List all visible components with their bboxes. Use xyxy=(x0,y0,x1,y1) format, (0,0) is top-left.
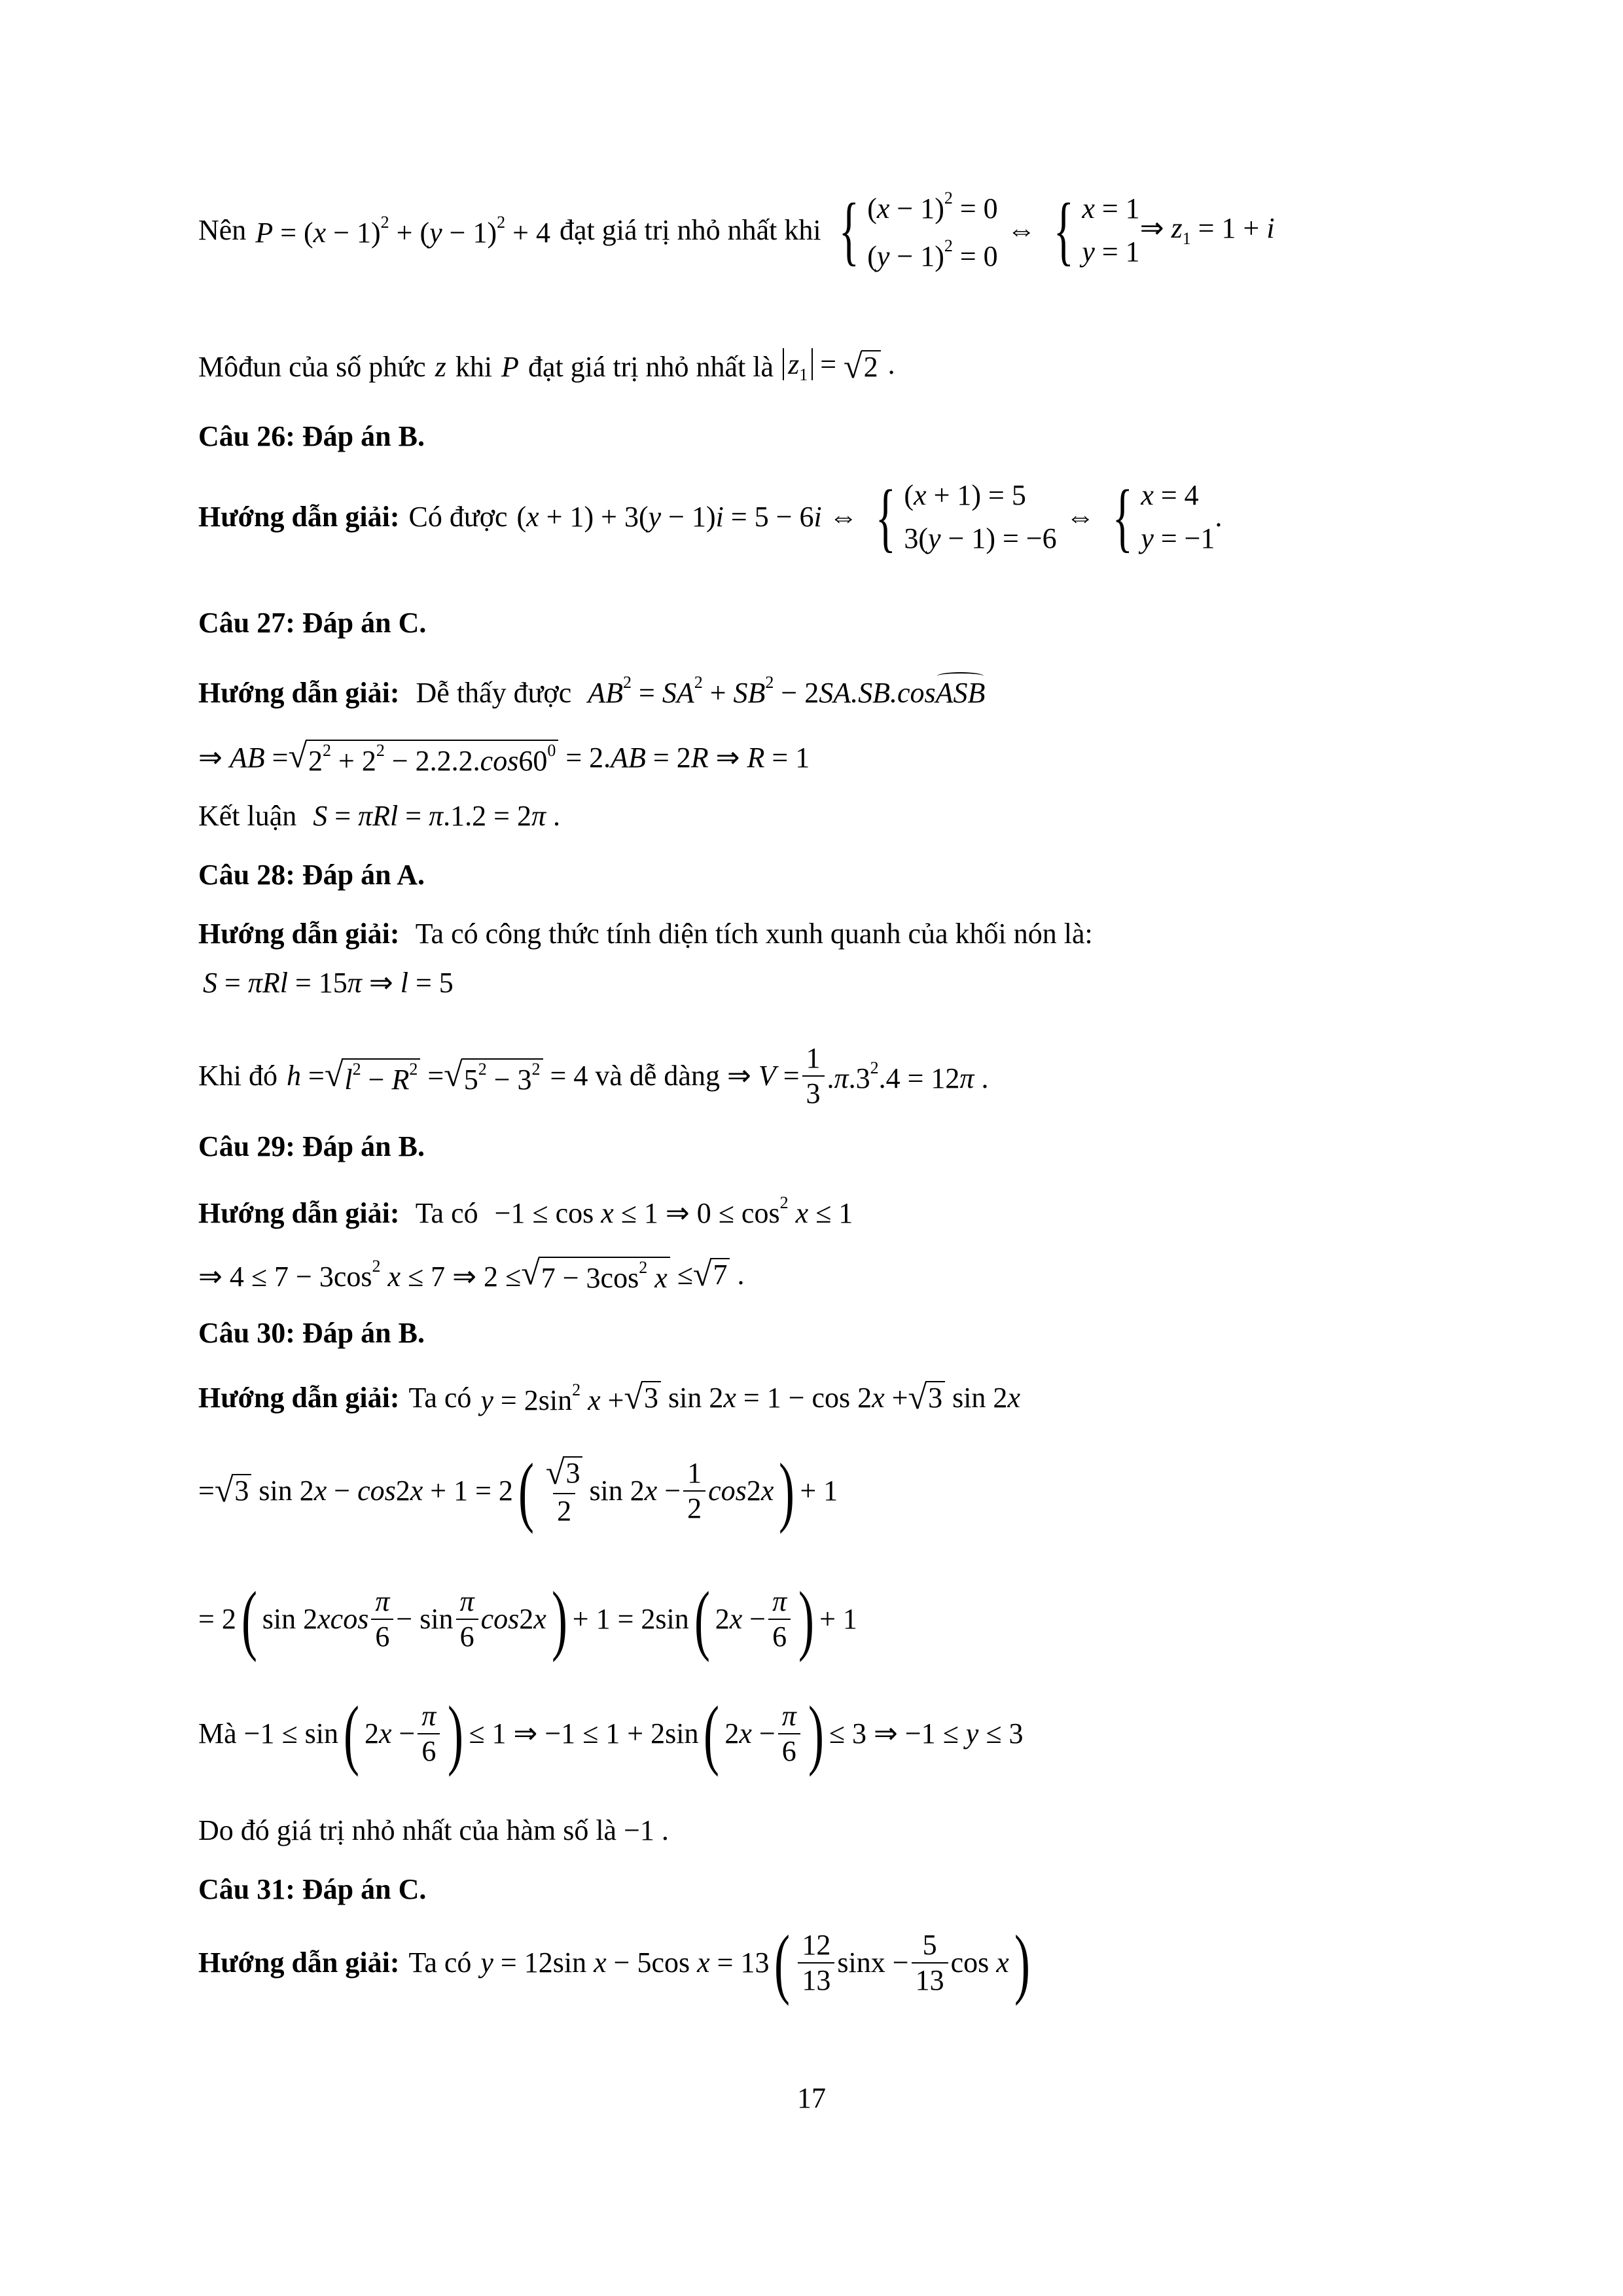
text-q31: Ta có xyxy=(408,1946,472,1979)
heading-q29: Câu 29: Đáp án B. xyxy=(198,1130,425,1162)
formula-q30-d: Mà −1 ≤ sin ( 2x − $\frac{\pi}{6}$ ) ≤ 1 ⇒ −1 ≤ 1 + 2sin ( 2x − $\frac{\pi}{6}$ ) ≤ 3 ⇒ −1 ≤ y ≤ 3 xyxy=(198,1690,1024,1777)
text-when: Khi đó xyxy=(198,1060,277,1092)
text-conclusion-q30: Do đó giá trị nhỏ nhất của hàm số là xyxy=(198,1814,617,1846)
formula-q29-a: −1 ≤ cos x ≤ 1 ⇒ $0 \le \cos^2 x \le 1$ xyxy=(494,1193,853,1229)
text-q29: Ta có xyxy=(415,1197,478,1229)
label-guide: Hướng dẫn giải: xyxy=(198,501,400,533)
text-nen: Nên xyxy=(198,214,247,246)
solution-q27 xyxy=(198,674,985,708)
label-guide: Hướng dẫn giải: xyxy=(198,677,400,709)
formula-q27: $AB^2 = SA^2 + SB^2$ − 2SA.SB.cosASB xyxy=(588,673,986,709)
heading-q28: Câu 28: Đáp án A. xyxy=(198,859,425,891)
text-q26: Có được xyxy=(408,501,508,533)
text-conclusion: Kết luận xyxy=(198,800,297,832)
solution-q26: Hướng dẫn giải: Có được (x + 1) + 3(y − 1)i = 5 − 6i ⇔ { (x + 1) = 5 3(y − 1) = −6 ⇔ { x = 4 y = −1 . xyxy=(198,473,1222,560)
text-modulus: Môđun của số phức xyxy=(198,351,426,383)
system-q26-b: { x = 4 y = −1 xyxy=(1112,473,1215,560)
text-khi: khi xyxy=(455,351,493,383)
heading-q30: Câu 30: Đáp án B. xyxy=(198,1317,425,1349)
formula-p: $P = (x - 1)^2 + (y - 1)^2 + 4$ xyxy=(255,212,550,249)
system-1: { $(x - 1)^2 = 0$ $(y - 1)^2 = 0$ xyxy=(838,187,998,273)
text-min-when: đạt giá trị nhỏ nhất khi xyxy=(559,214,821,246)
solution-q28 xyxy=(198,920,1093,948)
formula-q30-c: = 2 ( sin 2xcos $\frac{\pi}{6}$ − sin $\frac{\pi}{6}$ cos2x ) + 1 = 2sin ( 2x − $\frac{\pi}{6}$ ) + 1 xyxy=(198,1575,857,1662)
value-min: −1 xyxy=(624,1814,654,1846)
formula-q28-h: Khi đó h = √ $l^2 - R^2$ = √ $5^2 - 3^2$ = 4 và dễ dàng ⇒ V = $\frac{1}{3}$ $.\pi.3^2.4 = 12\pi$ . xyxy=(198,1042,989,1109)
text-min-is: đạt giá trị nhỏ nhất là xyxy=(527,351,774,383)
heading-q31: Câu 31: Đáp án C. xyxy=(198,1873,427,1905)
solution-q30: Hướng dẫn giải: Ta có $y = 2\sin^2$ x + √ 3 sin 2x = 1 − cos 2x + √ 3 sin 2x xyxy=(198,1379,1020,1416)
text-q27: Dễ thấy được xyxy=(416,677,572,709)
label-guide: Hướng dẫn giải: xyxy=(198,1382,400,1414)
formula-q28-s: S = πRl = 15π ⇒ l = 5 xyxy=(203,967,454,999)
line-min-condition: Nên $P = (x - 1)^2 + (y - 1)^2 + 4$ đạt giá trị nhỏ nhất khi { $(x - 1)^2 = 0$ $(y - 1)^2 = 0$ ⇔ { x = 1 y = 1 ⇒ $z_1 = 1 + i$ xyxy=(198,187,1275,273)
formula-modulus: $z_1$ = √ 2 . xyxy=(783,350,895,384)
label-guide: Hướng dẫn giải: xyxy=(198,918,400,950)
conclusion-q27 xyxy=(198,802,560,831)
page-number: 17 xyxy=(797,2082,826,2114)
text-q28: Ta có công thức tính diện tích xunh quanh của khối nón là: xyxy=(415,918,1093,950)
conclusion-q30: Do đó giá trị nhỏ nhất của hàm số là −1 . xyxy=(198,1814,669,1846)
formula-q26: (x + 1) + 3(y − 1)i = 5 − 6i ⇔ xyxy=(516,501,858,533)
text-and: và dễ dàng xyxy=(595,1060,720,1092)
system-2: { x = 1 y = 1 xyxy=(1053,187,1140,273)
heading-q27: Câu 27: Đáp án C. xyxy=(198,607,427,639)
solution-q29 xyxy=(198,1194,853,1228)
formula-q29-b: ⇒ $4 \le 7 - 3\cos^2$ x ≤ 7 ⇒ 2 ≤ √ $7 - 3\cos^2$ x ≤ √ 7 . xyxy=(198,1255,745,1294)
text-but: Mà xyxy=(198,1717,237,1749)
heading-q26: Câu 26: Đáp án B. xyxy=(198,420,425,452)
solution-q31: Hướng dẫn giải: Ta có y = 12sin x − 5cos x = 13 ( $\frac{12}{13}$ sinx − $\frac{5}{13}$ cos x ) xyxy=(198,1919,1030,2006)
line-modulus: Môđun của số phức z khi P đạt giá trị nhỏ nhất là $z_1$ = √ 2 . xyxy=(198,348,895,386)
formula-q27-s: S = πRl = π.1.2 = 2π . xyxy=(313,800,561,832)
text-q30: Ta có xyxy=(408,1382,472,1414)
system-q26-a: { (x + 1) = 5 3(y − 1) = −6 xyxy=(875,473,1057,560)
formula-q27-ab: ⇒ AB = √ $2^2 + 2^2 - 2.2.2.\cos 60^0$ = 2.AB = 2R ⇒ R = 1 xyxy=(198,738,810,777)
formula-q30-b: = √ 3 sin 2x − cos2x + 1 = 2 ( √ 3 2 sin 2x − $\frac{1}{2}$ cos2x ) + 1 xyxy=(198,1447,838,1534)
label-guide: Hướng dẫn giải: xyxy=(198,1946,400,1979)
label-guide: Hướng dẫn giải: xyxy=(198,1197,400,1229)
